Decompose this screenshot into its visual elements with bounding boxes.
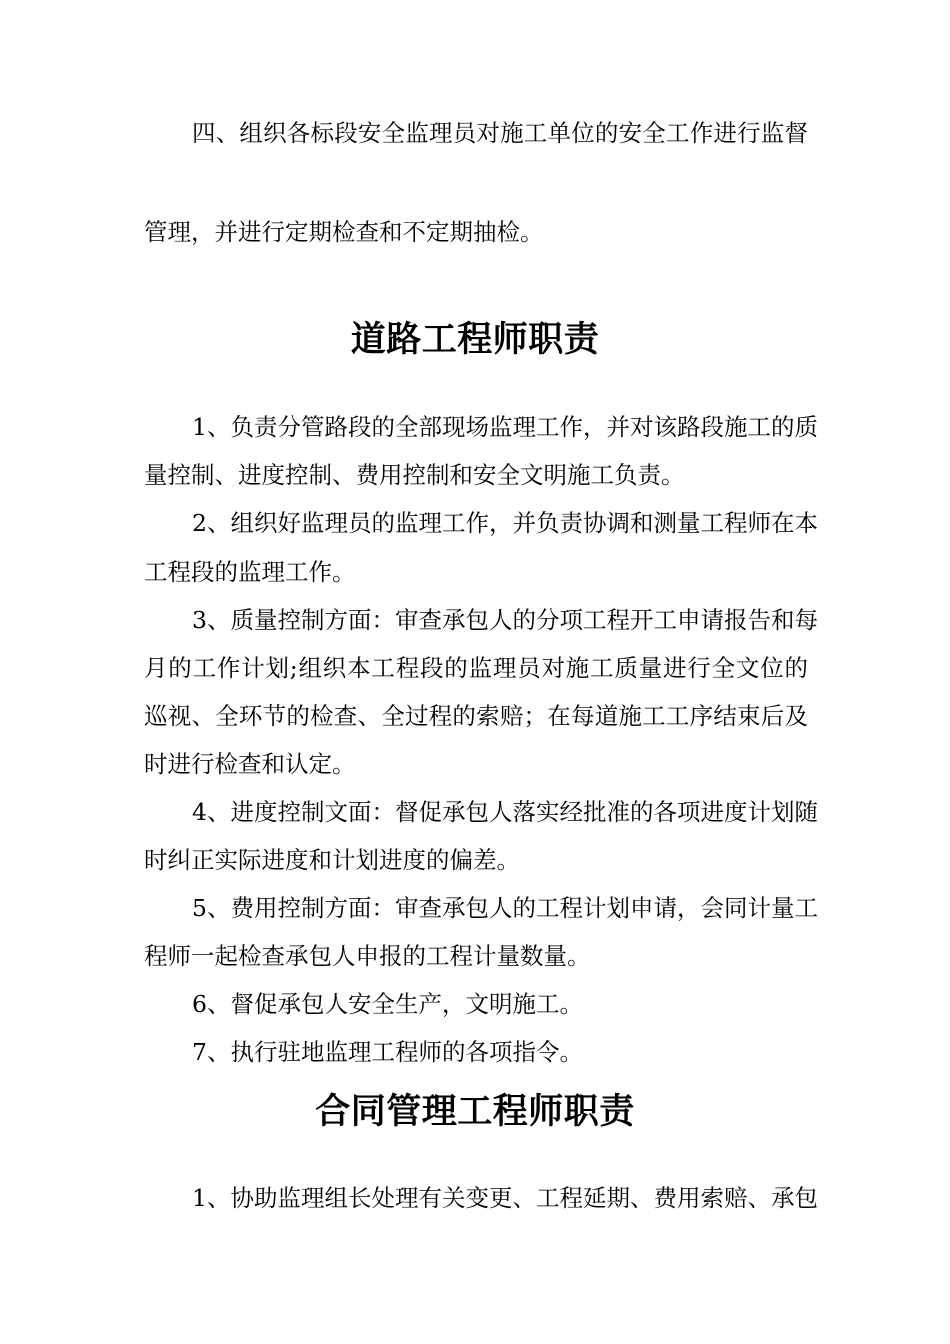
road-item-4-line-1: 4、进度控制文面：督促承包人落实经批准的各项进度计划随 xyxy=(192,798,818,826)
road-item-3-line-4: 时进行检查和认定。 xyxy=(144,750,356,778)
contract-item-1-line-1: 1、协助监理组长处理有关变更、工程延期、费用索赔、承包 xyxy=(192,1184,818,1212)
road-item-3-line-2: 月的工作计划;组织本工程段的监理员对施工质量进行全文位的 xyxy=(144,654,808,682)
road-item-3-line-3: 巡视、全环节的检查、全过程的索赔；在每道施工工序结束后及 xyxy=(144,702,808,730)
intro-paragraph-line-1: 四、组织各标段安全监理员对施工单位的安全工作进行监督 xyxy=(192,119,808,147)
road-item-6: 6、督促承包人安全生产，文明施工。 xyxy=(192,990,583,1018)
road-item-5-line-2: 程师一起检查承包人申报的工程计量数量。 xyxy=(144,942,591,970)
road-item-5-line-1: 5、费用控制方面：审查承包人的工程计划申请，会同计量工 xyxy=(192,894,818,922)
road-item-2-line-2: 工程段的监理工作。 xyxy=(144,558,356,586)
road-item-1-line-1: 1、负责分管路段的全部现场监理工作，并对该路段施工的质 xyxy=(192,413,818,441)
road-item-1-line-2: 量控制、进度控制、费用控制和安全文明施工负责。 xyxy=(144,461,685,489)
road-item-3-line-1: 3、质量控制方面：审查承包人的分项工程开工申请报告和每 xyxy=(192,606,818,634)
road-item-2-line-1: 2、组织好监理员的监理工作，并负责协调和测量工程师在本 xyxy=(192,509,818,537)
road-engineer-heading: 道路工程师职责 xyxy=(350,320,600,360)
road-item-4-line-2: 时纠正实际进度和计划进度的偏差。 xyxy=(144,846,520,874)
contract-engineer-heading: 合同管理工程师职责 xyxy=(315,1092,635,1132)
intro-paragraph-line-2: 管理，并进行定期检查和不定期抽检。 xyxy=(144,218,544,246)
road-item-7: 7、执行驻地监理工程师的各项指令。 xyxy=(192,1038,583,1066)
